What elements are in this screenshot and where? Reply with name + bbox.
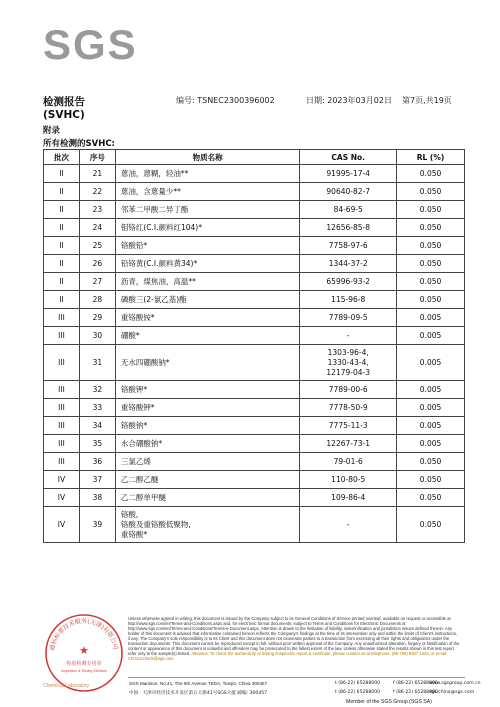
- cell-cas: [300, 219, 397, 237]
- table-row: [44, 417, 465, 435]
- cell-cas: [300, 471, 397, 489]
- cell-batch: III: [44, 435, 80, 453]
- table-row: [44, 201, 465, 219]
- cell-serial: 25: [79, 237, 115, 255]
- cas-line: 79-01-6: [333, 456, 363, 466]
- table-row: [44, 183, 465, 201]
- cell-substance: [115, 183, 299, 201]
- website-link[interactable]: www.sgsgroup.com.cn: [429, 681, 481, 686]
- cell-batch: II: [44, 219, 80, 237]
- cell-serial: 31: [79, 345, 115, 381]
- table-row: [44, 453, 465, 471]
- cell-batch: IV: [44, 471, 80, 489]
- cas-line: -: [346, 330, 350, 340]
- header-cas: CAS No.: [300, 150, 397, 165]
- cell-cas: [300, 201, 397, 219]
- cell-substance: [115, 165, 299, 183]
- substance-line: 重铬酸钾*: [120, 402, 155, 412]
- table-row: [44, 471, 465, 489]
- cell-rl: 0.050: [397, 507, 465, 543]
- table-row: [44, 489, 465, 507]
- cell-serial: 33: [79, 399, 115, 417]
- substance-line: 水合硼酸钠*: [120, 438, 163, 448]
- cell-substance: [115, 237, 299, 255]
- cell-rl: 0.050: [397, 237, 465, 255]
- table-row: [44, 309, 465, 327]
- attention-text: Attention: To check the authenticity of testing /inspection report & certificate, please contact us at telephone: (86-755) 8307 1443, or email: CN.Doccheck@sgs.com: [128, 651, 448, 661]
- cell-substance: [115, 417, 299, 435]
- cell-substance: [115, 201, 299, 219]
- report-date: 日期: 2023年03月02日: [306, 96, 392, 105]
- substance-line: 三氯乙烯: [120, 456, 151, 466]
- cell-serial: 32: [79, 381, 115, 399]
- cell-cas: [300, 435, 397, 453]
- table-row: [44, 345, 465, 381]
- member-note: Member of the SGS Group (SGS SA): [346, 699, 432, 705]
- substance-line: 铬酸及重铬酸低聚物,: [120, 519, 191, 529]
- fax: f (86-22) 65288900: [393, 681, 438, 686]
- cas-line: 7758-97-6: [328, 240, 368, 250]
- cell-rl: 0.050: [397, 273, 465, 291]
- cell-cas: [300, 291, 397, 309]
- cell-batch: II: [44, 165, 80, 183]
- cell-cas: [300, 183, 397, 201]
- table-row: [44, 399, 465, 417]
- report-subtitle: (SVHC): [43, 109, 85, 121]
- address-chinese: 中国 · 天津市经济技术开发区第五大街41号SGS大厦 邮编: 300457: [129, 691, 268, 696]
- cell-substance: [115, 327, 299, 345]
- cell-serial: 36: [79, 453, 115, 471]
- legal-disclaimer: [128, 616, 460, 661]
- company-seal: [43, 612, 125, 694]
- cell-rl: 0.050: [397, 255, 465, 273]
- report-number: 编号: TSNEC2300396002: [176, 96, 275, 105]
- cell-rl: 0.005: [397, 435, 465, 453]
- cell-rl: 0.050: [397, 165, 465, 183]
- cell-rl: 0.005: [397, 345, 465, 381]
- cell-cas: [300, 237, 397, 255]
- substance-line: 无水四硼酸钠*: [120, 357, 170, 367]
- cell-cas: [300, 489, 397, 507]
- cell-batch: II: [44, 201, 80, 219]
- substance-line: 乙二醇乙醚: [120, 474, 159, 484]
- cell-serial: 39: [79, 507, 115, 543]
- substance-line: 硼酸*: [120, 330, 140, 340]
- cas-line: 65996-93-2: [326, 276, 370, 286]
- cell-substance: [115, 471, 299, 489]
- substance-line: 蒽油，含蒽量少**: [120, 186, 181, 196]
- cell-substance: [115, 399, 299, 417]
- report-title: 检测报告: [43, 96, 85, 108]
- cas-line: 115-96-8: [331, 294, 366, 304]
- table-header-row: [44, 150, 465, 165]
- header-rl: RL (%): [397, 150, 465, 165]
- cell-substance: [115, 489, 299, 507]
- cell-batch: III: [44, 417, 80, 435]
- cell-substance: [115, 291, 299, 309]
- cell-serial: 34: [79, 417, 115, 435]
- cell-substance: [115, 345, 299, 381]
- seal-center-text: 检验检测专用章: [66, 661, 102, 667]
- cell-rl: 0.050: [397, 471, 465, 489]
- cell-cas: [300, 327, 397, 345]
- cell-cas: [300, 165, 397, 183]
- table-row: [44, 273, 465, 291]
- cell-serial: 28: [79, 291, 115, 309]
- cell-batch: III: [44, 453, 80, 471]
- table-row: [44, 507, 465, 543]
- cell-rl: 0.050: [397, 453, 465, 471]
- table-row: [44, 291, 465, 309]
- cell-cas: [300, 453, 397, 471]
- cell-rl: 0.005: [397, 381, 465, 399]
- header-serial: 序号: [79, 150, 115, 165]
- email-link[interactable]: sgs.china@sgs.com: [429, 690, 475, 695]
- cell-batch: IV: [44, 507, 80, 543]
- cas-line: 84-69-5: [333, 204, 363, 214]
- cell-rl: 0.050: [397, 219, 465, 237]
- cell-batch: II: [44, 273, 80, 291]
- cell-rl: 0.050: [397, 201, 465, 219]
- cell-cas: [300, 417, 397, 435]
- substance-line: 重铬酸*: [120, 529, 148, 539]
- substance-line: 乙二醇单甲醚: [120, 492, 166, 502]
- header-substance: 物质名称: [115, 150, 299, 165]
- table-row: [44, 219, 465, 237]
- cas-line: 7789-09-5: [328, 312, 368, 322]
- svhc-table: [43, 149, 465, 543]
- substance-line: 重铬酸铵*: [120, 312, 155, 322]
- cas-line: 1344-37-2: [328, 258, 368, 268]
- table-row: [44, 165, 465, 183]
- cell-serial: 37: [79, 471, 115, 489]
- cell-serial: 30: [79, 327, 115, 345]
- cell-serial: 21: [79, 165, 115, 183]
- cas-line: 1330-43-4,: [327, 357, 369, 367]
- cell-rl: 0.005: [397, 399, 465, 417]
- cell-cas: [300, 399, 397, 417]
- fax-cn: f (86-22) 65288900: [393, 690, 438, 695]
- cell-rl: 0.050: [397, 291, 465, 309]
- cell-substance: [115, 273, 299, 291]
- star-icon: ★: [79, 644, 89, 657]
- cell-batch: II: [44, 255, 80, 273]
- cas-line: 1303-96-4,: [327, 347, 369, 357]
- table-row: [44, 435, 465, 453]
- header-batch: 批次: [44, 150, 80, 165]
- cell-rl: 0.050: [397, 489, 465, 507]
- cas-line: 109-86-4: [331, 492, 366, 502]
- cell-substance: [115, 219, 299, 237]
- cell-substance: [115, 435, 299, 453]
- seal-text: 通标标准技术服务(天津)有限公司: [48, 617, 119, 652]
- cas-line: 7775-11-3: [328, 420, 368, 430]
- footer-divider: [128, 677, 465, 678]
- substance-line: 邻苯二甲酸二异丁酯: [120, 204, 189, 214]
- cas-line: 90640-82-7: [326, 186, 370, 196]
- cas-line: -: [346, 519, 350, 529]
- svhc-list-label: 所有检测的SVHC:: [43, 139, 115, 149]
- cell-batch: IV: [44, 489, 80, 507]
- cas-line: 12179-04-3: [326, 367, 370, 377]
- disclaimer-text: Unless otherwise agreed in writing, this document is issued by the Company subject to its General Conditions of Service printed overleaf, available on request or accessible at http://www.sgs.com/en/Terms-and-Conditions.aspx and, for electronic format documents, subject to Terms and Conditions for Electronic Documents at http://www.sgs.com/en/Terms-and-Conditions/Terms-e-Document.aspx. Attention is drawn to the limitation of liability, indemnification and jurisdiction issues defined therein. Any holder of this document is advised that information contained hereon reflects the Company's findings at the time of its intervention only and within the limits of Client's instructions, if any. The Company's sole responsibility is to its Client and this document does not exonerate parties to a transaction from exercising all their rights and obligations under the transaction documents. This document cannot be reproduced except in full, without prior written approval of the Company. Any unauthorized alteration, forgery or falsification of the content or appearance of this document is unlawful and offenders may be prosecuted to the fullest extent of the law. Unless otherwise stated the results shown in this test report refer only to the sample(s) tested.: [128, 616, 460, 656]
- cell-batch: III: [44, 345, 80, 381]
- cas-line: 7789-00-6: [328, 384, 368, 394]
- telephone-cn: t (86-22) 65288000: [335, 690, 381, 695]
- substance-line: 钼铬红(C.I.颜料红104)*: [120, 222, 202, 232]
- cell-batch: III: [44, 381, 80, 399]
- substance-line: 铬酸铅*: [120, 240, 148, 250]
- cell-batch: II: [44, 291, 80, 309]
- cell-batch: III: [44, 309, 80, 327]
- appendix-label: 附录: [43, 126, 61, 136]
- cell-substance: [115, 381, 299, 399]
- cell-cas: [300, 273, 397, 291]
- cas-line: 12656-85-8: [326, 222, 370, 232]
- sgs-logo: SGS: [43, 21, 138, 68]
- substance-line: 磷酸三(2-氯乙基)酯: [120, 294, 187, 304]
- cell-substance: [115, 309, 299, 327]
- telephone: t (86-22) 65288000: [335, 681, 381, 686]
- substance-line: 铬酸钾*: [120, 384, 148, 394]
- substance-line: 沥青，煤焦油，高温**: [120, 276, 196, 286]
- page-number: 第7页,共19页: [402, 96, 452, 105]
- cas-line: 12267-73-1: [326, 438, 370, 448]
- cell-serial: 38: [79, 489, 115, 507]
- cell-cas: [300, 381, 397, 399]
- cell-substance: [115, 507, 299, 543]
- address-english: SGS Mansion, No.41, The 5th Avenue TEDA, Tianjin, China 300457: [129, 681, 268, 686]
- cell-serial: 27: [79, 273, 115, 291]
- cell-cas: [300, 345, 397, 381]
- cell-serial: 24: [79, 219, 115, 237]
- substance-line: 铬酸,: [120, 509, 139, 519]
- cell-rl: 0.005: [397, 309, 465, 327]
- cell-rl: 0.050: [397, 183, 465, 201]
- cell-cas: [300, 309, 397, 327]
- cell-serial: 35: [79, 435, 115, 453]
- table-row: [44, 237, 465, 255]
- cas-line: 110-80-5: [331, 474, 366, 484]
- cell-batch: III: [44, 327, 80, 345]
- cell-cas: [300, 255, 397, 273]
- substance-line: 铬酸钠*: [120, 420, 148, 430]
- table-row: [44, 327, 465, 345]
- cell-serial: 26: [79, 255, 115, 273]
- cell-serial: 23: [79, 201, 115, 219]
- cell-substance: [115, 255, 299, 273]
- table-row: [44, 381, 465, 399]
- cell-rl: 0.005: [397, 417, 465, 435]
- cell-cas: [300, 507, 397, 543]
- cell-batch: III: [44, 399, 80, 417]
- cell-batch: II: [44, 237, 80, 255]
- lab-name: Chemical Laboratory: [43, 683, 90, 689]
- cell-batch: II: [44, 183, 80, 201]
- substance-line: 蒽油，蒽糊，轻油**: [120, 168, 189, 178]
- cas-line: 91995-17-4: [326, 168, 370, 178]
- substance-line: 铅铬黄(C.I.颜料黄34)*: [120, 258, 198, 268]
- cell-substance: [115, 453, 299, 471]
- cell-serial: 29: [79, 309, 115, 327]
- table-row: [44, 255, 465, 273]
- cell-serial: 22: [79, 183, 115, 201]
- cell-rl: 0.005: [397, 327, 465, 345]
- seal-english-text: Inspection & Testing Services: [61, 669, 107, 673]
- cas-line: 7778-50-9: [328, 402, 368, 412]
